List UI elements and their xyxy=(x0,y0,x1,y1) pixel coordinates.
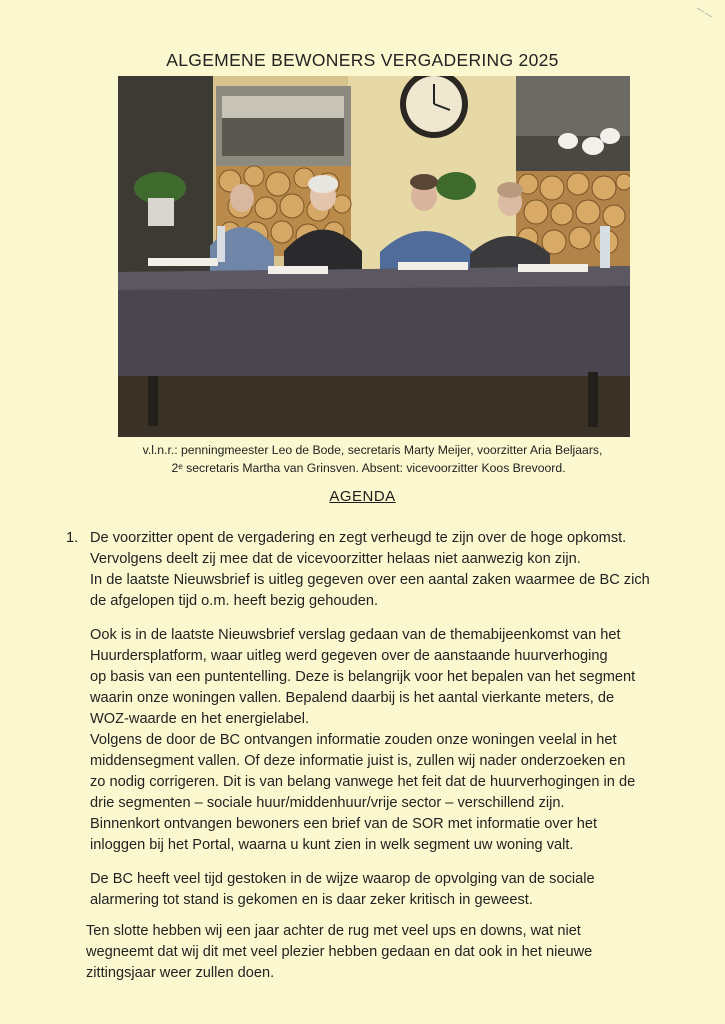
text-line: De voorzitter opent de vergadering en zegt verheugd te zijn over de hoge opkomst. xyxy=(90,530,627,546)
text-line: middensegment vallen. Of deze informatie juist is, zullen wij nader onderzoeken en xyxy=(90,753,626,769)
text-line: zittingsjaar weer zullen doen. xyxy=(86,965,275,981)
paragraph-1 xyxy=(90,528,710,612)
text-line: inloggen bij het Portal, waarna u kunt zien in welk segment uw woning valt. xyxy=(90,837,574,853)
photo-caption-line-2: 2ᵉ secretaris Martha van Grinsven. Absent: vicevoorzitter Koos Brevoord. xyxy=(171,461,566,475)
text-line: De BC heeft veel tijd gestoken in de wijze waarop de opvolging van de sociale xyxy=(90,871,595,887)
text-line: waarin onze woningen vallen. Bepalend daarbij is het aantal vierkante meters, de xyxy=(90,690,615,706)
text-line: zo nodig corrigeren. Dit is van belang vanwege het feit dat de huurverhogingen in de xyxy=(90,774,636,790)
agenda-heading: AGENDA xyxy=(329,488,396,505)
text-line: Ook is in de laatste Nieuwsbrief verslag gedaan van de themabijeenkomst van het xyxy=(90,627,621,643)
text-line: alarmering tot stand is gekomen en is daar zeker kritisch in geweest. xyxy=(90,892,533,908)
text-line: Huurdersplatform, waar uitleg werd gegeven over de aanstaande huurverhoging xyxy=(90,648,608,664)
paragraph-2 xyxy=(90,625,710,856)
text-line: drie segmenten – sociale huur/middenhuur/vrije sector – verschillend zijn. xyxy=(90,795,565,811)
meeting-photo xyxy=(118,76,630,437)
paragraph-4 xyxy=(86,921,706,984)
photo-caption-line-1: v.l.n.r.: penningmeester Leo de Bode, secretaris Marty Meijer, voorzitter Aria Beljaars, xyxy=(142,443,603,457)
text-line: Vervolgens deelt zij mee dat de vicevoorzitter helaas niet aanwezig kon zijn. xyxy=(90,551,581,567)
scan-speck-icon xyxy=(695,6,715,20)
text-line: Volgens de door de BC ontvangen informatie zouden onze woningen veelal in het xyxy=(90,732,617,748)
text-line: Binnenkort ontvangen bewoners een brief van de SOR met informatie over het xyxy=(90,816,598,832)
page-title: ALGEMENE BEWONERS VERGADERING 2025 xyxy=(166,50,559,70)
text-line: WOZ-waarde en het energielabel. xyxy=(90,711,310,727)
text-line: op basis van een puntentelling. Deze is belangrijk voor het bepalen van het segment xyxy=(90,669,636,685)
item-number: 1. xyxy=(66,530,79,546)
text-line: wegneemt dat wij dit met veel plezier hebben gedaan en dat ook in het nieuwe xyxy=(86,944,593,960)
paragraph-3 xyxy=(90,869,710,911)
text-line: Ten slotte hebben wij een jaar achter de rug met veel ups en downs, wat niet xyxy=(86,923,581,939)
text-line: In de laatste Nieuwsbrief is uitleg gegeven over een aantal zaken waarmee de BC zich xyxy=(90,572,650,588)
text-line: de afgelopen tijd o.m. heeft bezig gehouden. xyxy=(90,593,379,609)
